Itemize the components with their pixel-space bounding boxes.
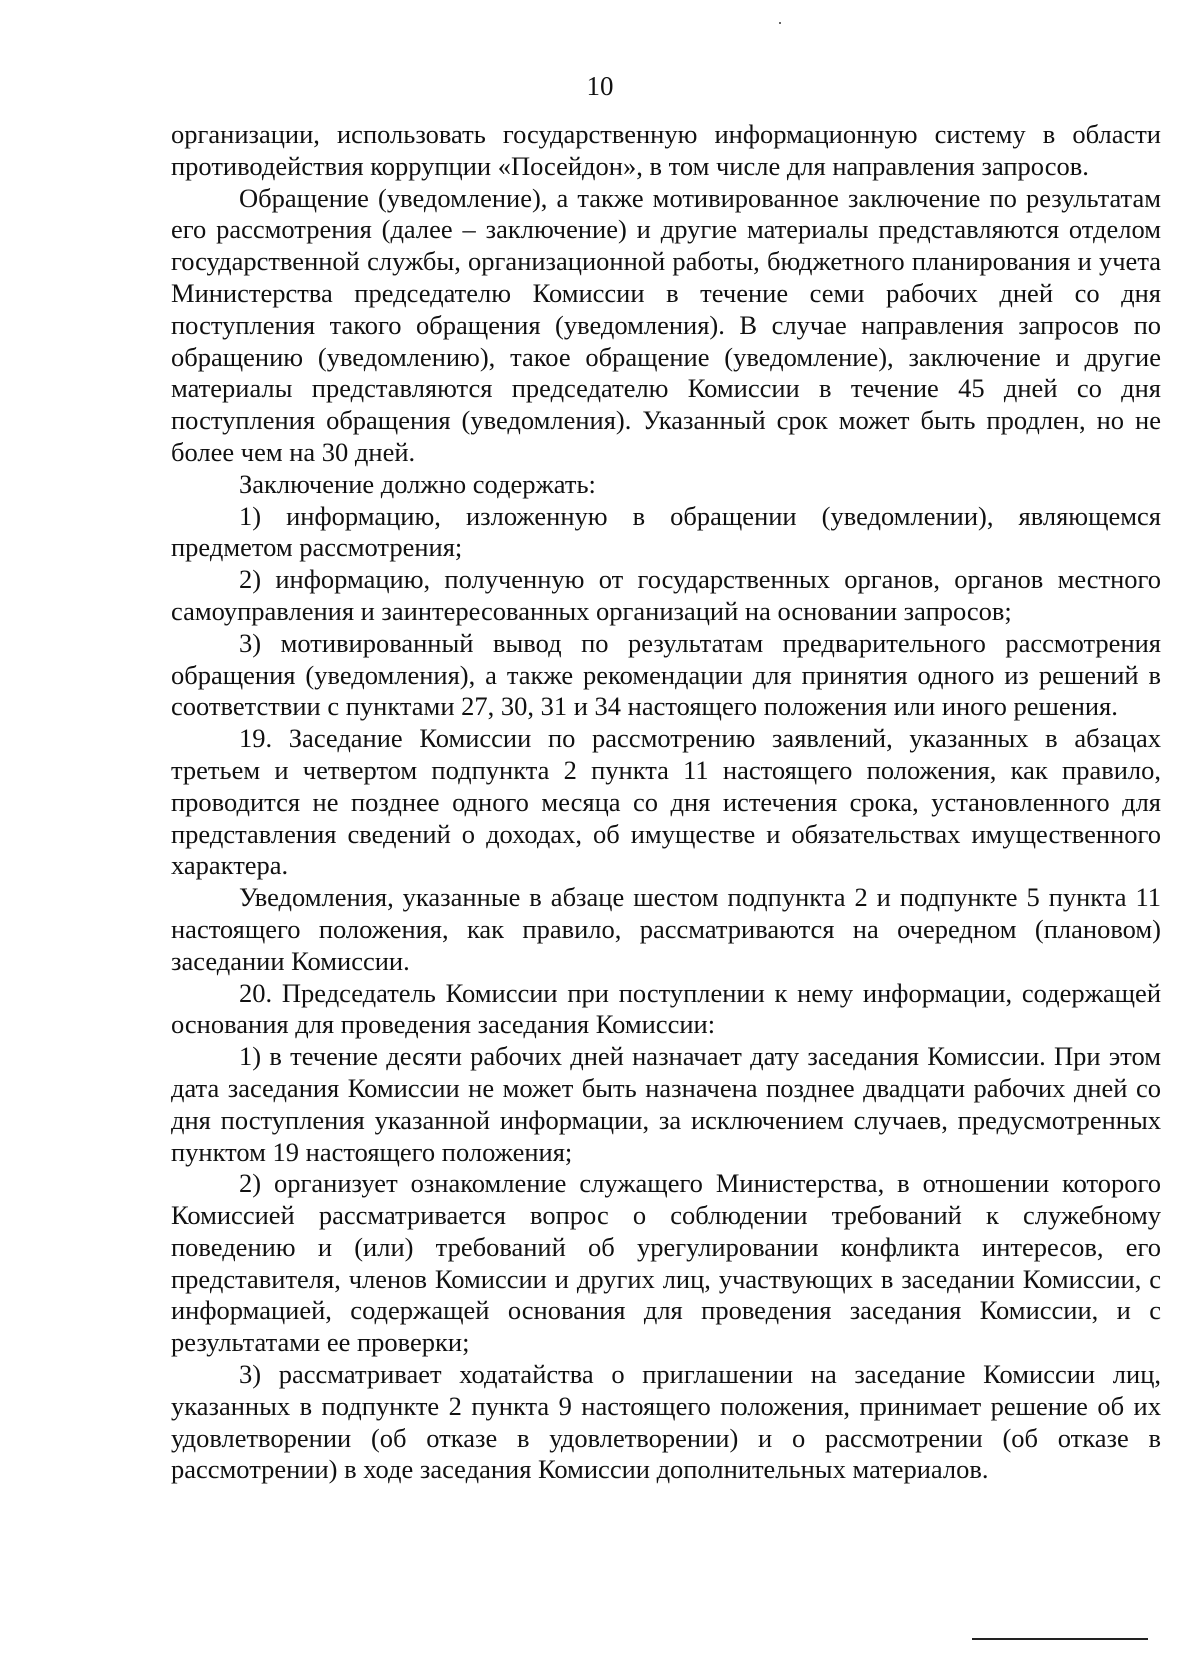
page-number: 10 <box>586 71 614 101</box>
paragraph-conclusion-intro: Заключение должно содержать: <box>239 468 596 499</box>
paragraph-submission-terms: Обращение (уведомление), а также мотивированное заключение по результатам его рассмотрения (далее – заключение) и другие материалы представляются отделом государственной службы, организационной работы, бюджетного планирования и учета Министерства председателю Комиссии в течение семи рабочих дней со дня поступления такого обращения (уведомления). В случае направления запросов по обращению (уведомлению), такое обращение (уведомление), заключение и другие материалы представляются председателю Комиссии в течение 45 дней со дня поступления обращения (уведомления). Указанный срок может быть продлен, но не более чем на 30 дней. <box>171 182 1161 467</box>
paragraph-clause-19: 19. Заседание Комиссии по рассмотрению заявлений, указанных в абзацах третьем и четвертом подпункта 2 пункта 11 настоящего положения, как правило, проводится не позднее одного месяца со дня истечения срока, установленного для представления сведений о доходах, об имуществе и обязательствах имущественного характера. <box>171 723 1161 881</box>
list-item-conclusion-3: 3) мотивированный вывод по результатам предварительного рассмотрения обращения (уведомления), а также рекомендации для принятия одного из решений в соответствии с пунктами 27, 30, 31 и 34 настоящего положения или иного решения. <box>171 627 1161 722</box>
paragraph-continuation: организации, использовать государственную информационную систему в области противодействия коррупции «Посейдон», в том числе для направления запросов. <box>171 119 1161 181</box>
footer-rule <box>972 1638 1148 1640</box>
list-item-chairman-1: 1) в течение десяти рабочих дней назначает дату заседания Комиссии. При этом дата заседания Комиссии не может быть назначена позднее двадцати рабочих дней со дня поступления указанной информации, за исключением случаев, предусмотренных пунктом 19 настоящего положения; <box>171 1041 1161 1167</box>
scan-artifact-dot <box>779 22 781 24</box>
list-item-conclusion-2: 2) информацию, полученную от государственных органов, органов местного самоуправления и заинтересованных организаций на основании запросов; <box>171 564 1161 626</box>
list-item-chairman-2: 2) организует ознакомление служащего Министерства, в отношении которого Комиссией рассматривается вопрос о соблюдении требований к служебному поведению и (или) требований об урегулировании конфликта интересов, его представителя, членов Комиссии и других лиц, участвующих в заседании Комиссии, с информацией, содержащей основания для проведения заседания Комиссии, и с результатами ее проверки; <box>171 1168 1161 1358</box>
list-item-conclusion-1: 1) информацию, изложенную в обращении (уведомлении), являющемся предметом рассмотрения; <box>171 500 1161 563</box>
list-item-chairman-3: 3) рассматривает ходатайства о приглашении на заседание Комиссии лиц, указанных в подпункте 2 пункта 9 настоящего положения, принимает решение об их удовлетворении (об отказе в удовлетворении) и о рассмотрении (об отказе в рассмотрении) в ходе заседания Комиссии дополнительных материалов. <box>171 1359 1161 1485</box>
paragraph-notifications: Уведомления, указанные в абзаце шестом подпункта 2 и подпункте 5 пункта 11 настоящего положения, как правило, рассматриваются на очередном (плановом) заседании Комиссии. <box>171 882 1161 976</box>
paragraph-clause-20: 20. Председатель Комиссии при поступлении к нему информации, содержащей основания для проведения заседания Комиссии: <box>171 977 1161 1040</box>
document-body <box>171 119 1161 1486</box>
